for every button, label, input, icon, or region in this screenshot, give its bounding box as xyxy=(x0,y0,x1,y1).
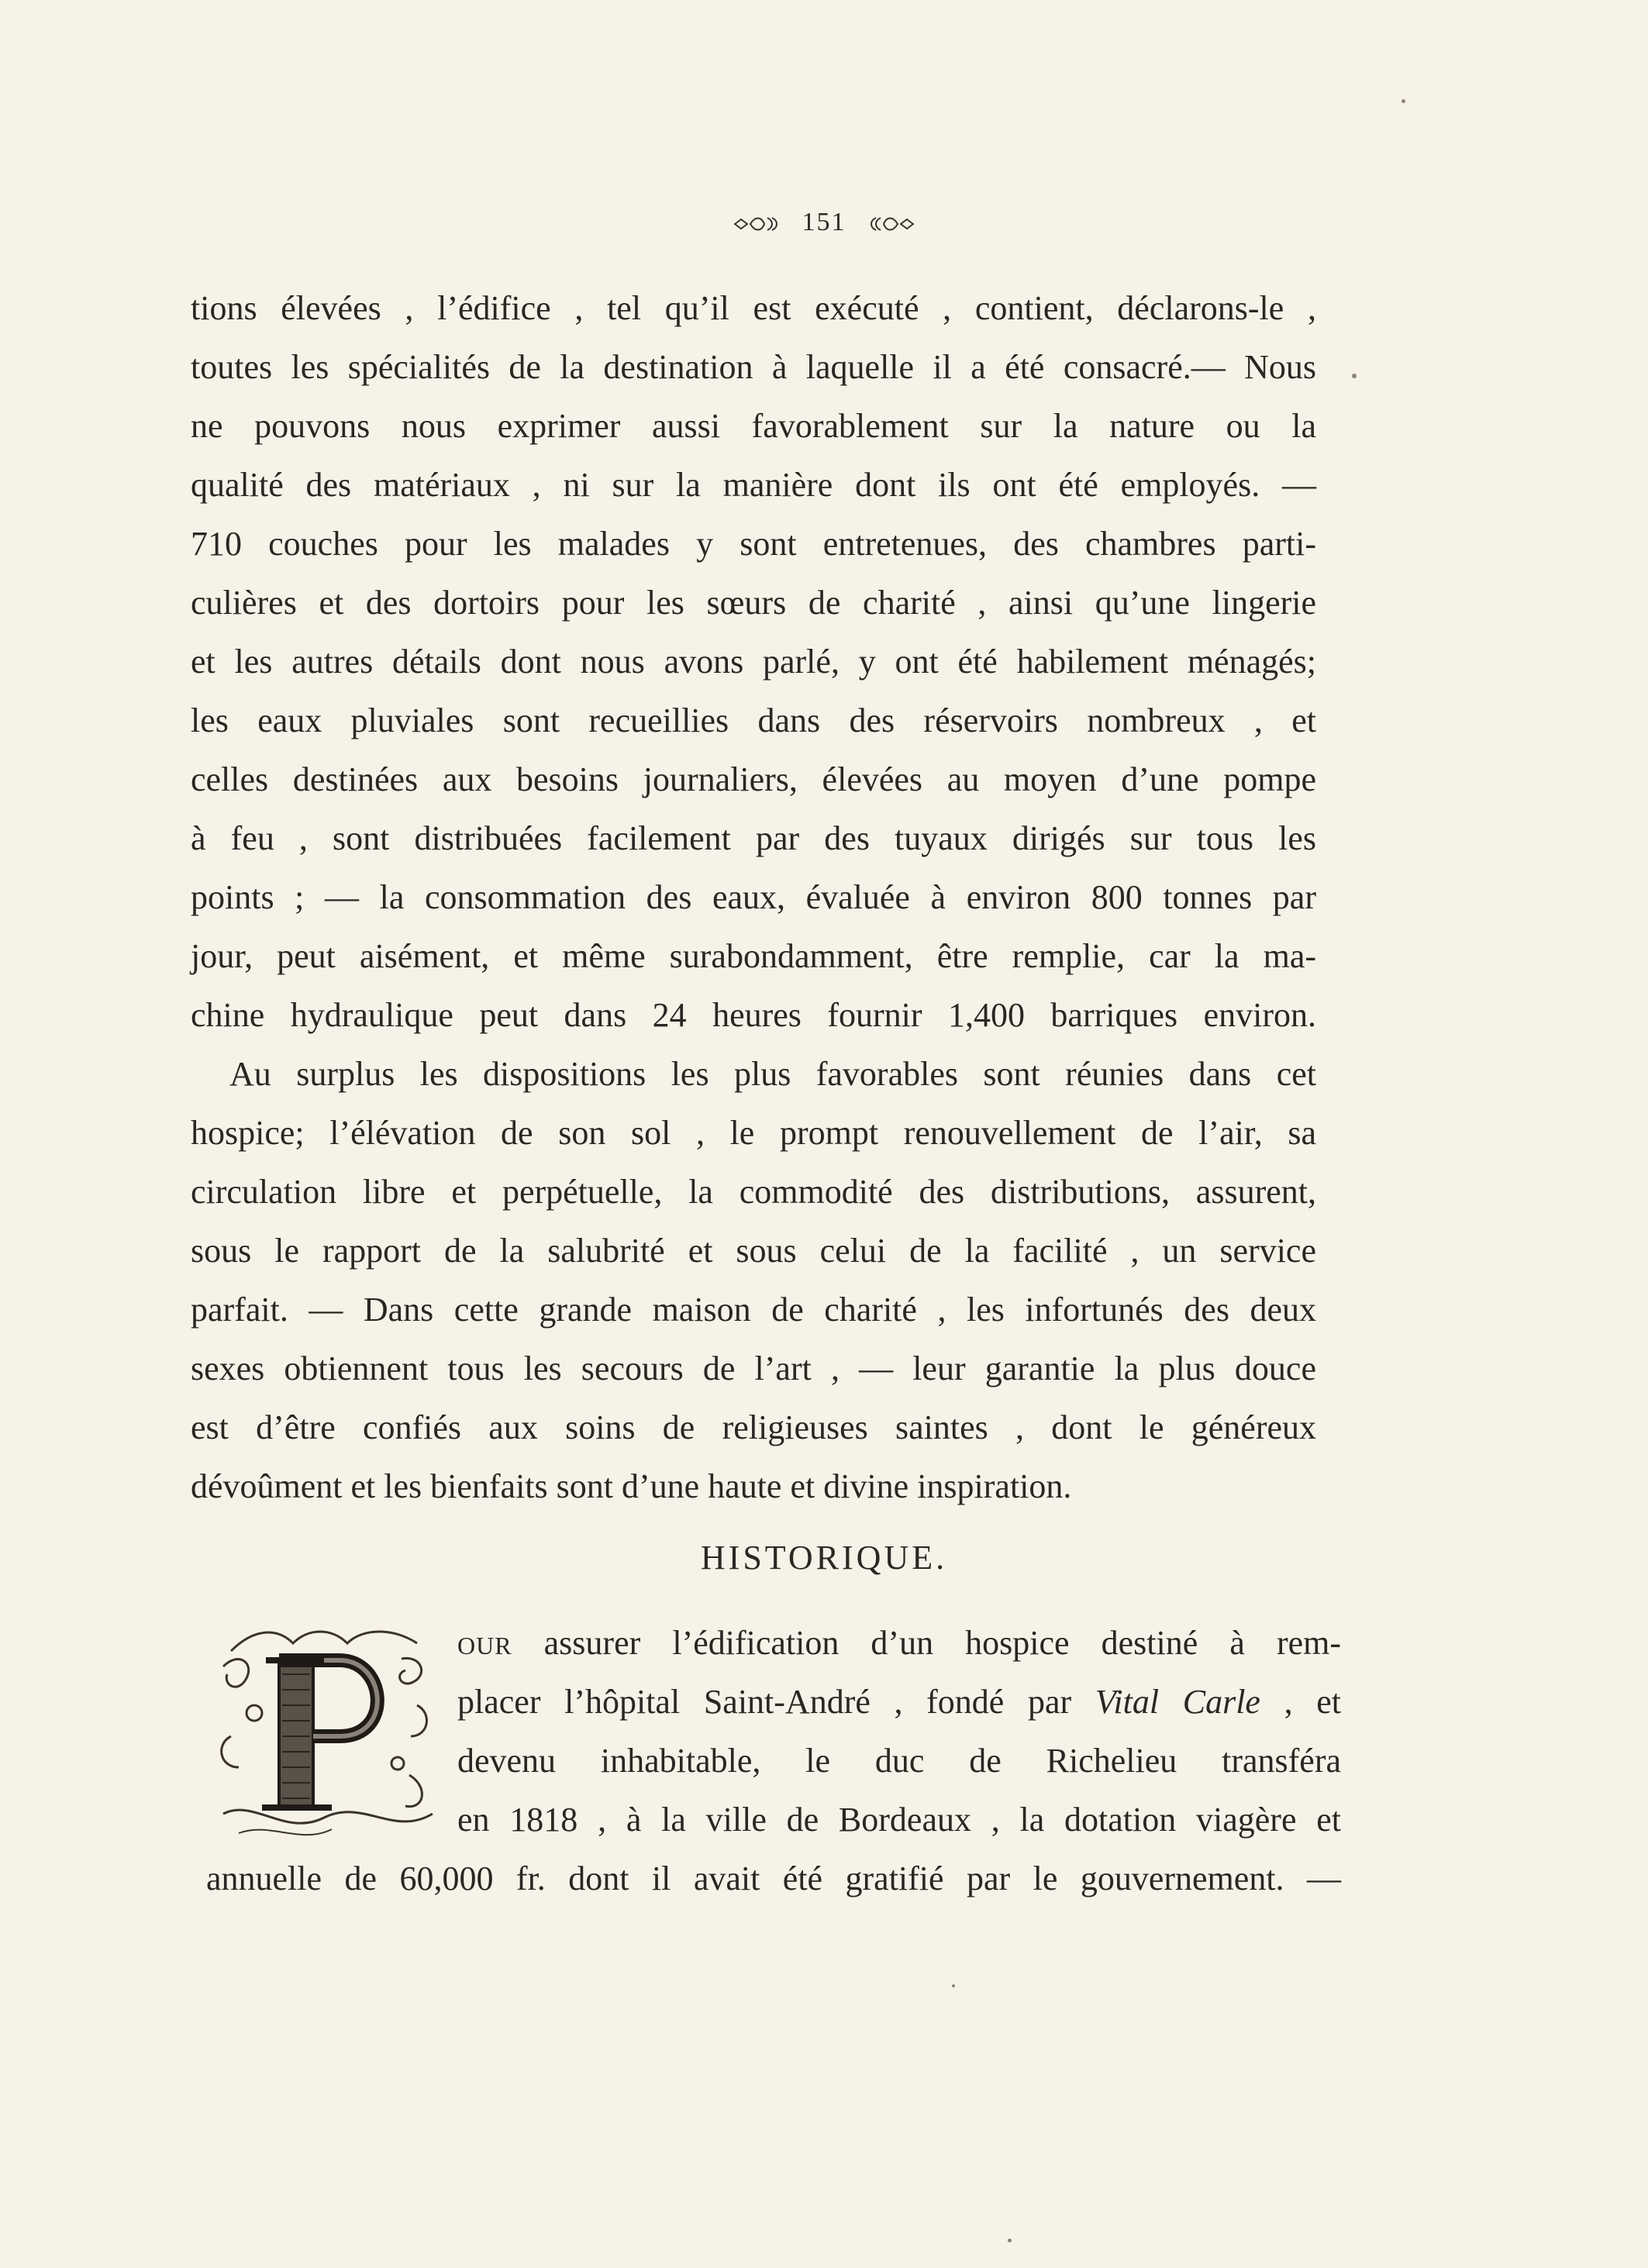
body-line: 710 couches pour les malades y sont entretenues, des chambres parti- xyxy=(191,525,1316,563)
hist-line: annuelle de 60,000 fr. dont il avait été gratifié par le gouvernement. — xyxy=(206,1860,1341,1897)
page-number: 151 xyxy=(802,208,846,236)
body-line: et les autres détails dont nous avons parlé, y ont été habilement ménagés; xyxy=(191,643,1316,681)
body-text xyxy=(191,279,1316,1516)
para2-line: sexes obtiennent tous les secours de l’art , — leur garantie la plus douce xyxy=(191,1349,1316,1387)
body-line: à feu , sont distribuées facilement par des tuyaux dirigés sur tous les xyxy=(191,819,1316,857)
para2-line: est d’être confiés aux soins de religieuses saintes , dont le généreux xyxy=(191,1408,1316,1446)
paper-speck xyxy=(1352,374,1357,378)
body-line: les eaux pluviales sont recueillies dans des réservoirs nombreux , et xyxy=(191,701,1316,739)
body-line: ne pouvons nous exprimer aussi favorablement sur la nature ou la xyxy=(191,407,1316,445)
left-ornament-icon xyxy=(733,215,780,233)
paper-speck xyxy=(952,1984,955,1987)
body-line: tions élevées , l’édifice , tel qu’il est exécuté , contient, déclarons-le , xyxy=(191,289,1316,327)
hist-line: OUR assurer l’édification d’un hospice destiné à rem- xyxy=(457,1624,1341,1662)
initial-caps: OUR xyxy=(457,1632,512,1660)
para2-line: sous le rapport de la salubrité et sous celui de la facilité , un service xyxy=(191,1232,1316,1270)
hist-line: en 1818 , à la ville de Bordeaux , la dotation viagère et xyxy=(457,1801,1341,1839)
body-line: jour, peut aisément, et même surabondamment, être remplie, car la ma- xyxy=(191,937,1316,975)
body-line: culières et des dortoirs pour les sœurs de charité , ainsi qu’une lingerie xyxy=(191,584,1316,622)
paper-speck xyxy=(1008,2239,1012,2242)
right-ornament-icon xyxy=(868,215,915,233)
para2-line: dévoûment et les bienfaits sont d’une haute et divine inspiration. xyxy=(191,1467,1072,1505)
body-line: chine hydraulique peut dans 24 heures fournir 1,400 barriques environ. xyxy=(191,996,1316,1034)
body-line: celles destinées aux besoins journaliers, élevées au moyen d’une pompe xyxy=(191,760,1316,798)
hist-line: placer l’hôpital Saint-André , fondé par Vital Carle , et xyxy=(457,1683,1342,1721)
historique-text-continued xyxy=(206,1849,1341,1908)
ornamental-initial-p-icon xyxy=(208,1620,440,1853)
hist-line: devenu inhabitable, le duc de Richelieu transféra xyxy=(457,1742,1341,1780)
para2-line: circulation libre et perpétuelle, la commodité des distributions, assurent, xyxy=(191,1173,1316,1211)
para2-line: hospice; l’élévation de son sol , le prompt renouvellement de l’air, sa xyxy=(191,1114,1316,1152)
body-line: qualité des matériaux , ni sur la manière dont ils ont été employés. — xyxy=(191,466,1316,504)
body-line: points ; — la consommation des eaux, évaluée à environ 800 tonnes par xyxy=(191,878,1316,916)
person-name: Vital Carle xyxy=(1095,1683,1260,1721)
historique-text xyxy=(457,1614,1341,1849)
page-header xyxy=(0,208,1648,237)
body-line: toutes les spécialités de la destination à laquelle il a été consacré.— Nous xyxy=(191,348,1316,386)
section-heading: HISTORIQUE. xyxy=(700,1539,948,1577)
paper-speck xyxy=(1401,99,1405,103)
para2-line: parfait. — Dans cette grande maison de charité , les infortunés des deux xyxy=(191,1291,1316,1329)
para2-line: Au surplus les dispositions les plus favorables sont réunies dans cet xyxy=(229,1055,1316,1093)
